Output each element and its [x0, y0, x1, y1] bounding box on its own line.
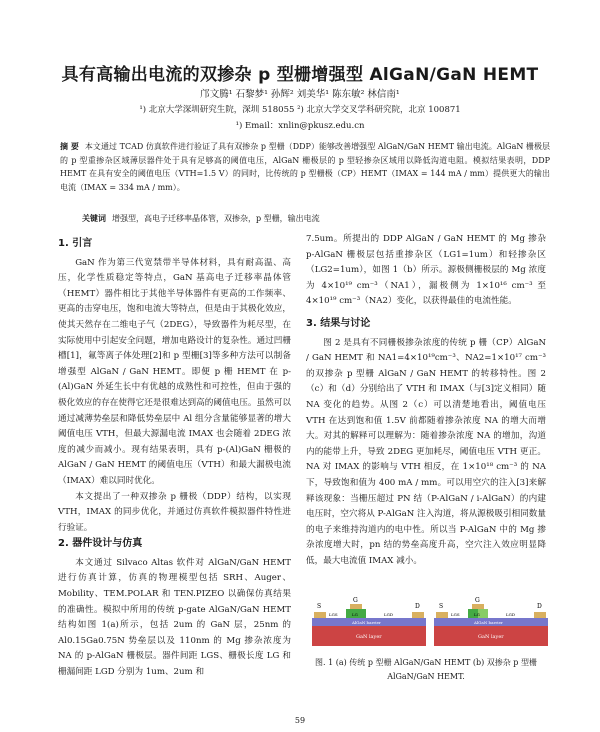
page-number: 59	[294, 716, 306, 725]
gate-contact-a	[350, 604, 362, 609]
abstract-text: 本文通过 TCAD 仿真软件进行验证了具有双掺杂 p 型栅（DDP）能够改善增强型 AlGaN/GaN HEMT 输出电流。AlGaN 栅极层的 p 型重掺杂区域薄层器件处于具有足够高的阈值电压，AlGaN 栅极层的 p 型轻掺杂区域用以降低沟道电阻。模拟结果表明，DDP HEMT 在具有安全的阈值电压（VTH=1.5 V）的同时，比传统的 p 型栅极（CP）HEMT（IMAX = 144 mA / mm）提供更大的输出电流（IMAX = 334 mA / mm）。	[60, 142, 550, 192]
section-3-paragraph-1: 图 2 是具有不同栅极掺杂浓度的传统 p 栅（CP）AlGaN / GaN HEMT 和 NA1=4×10¹⁹cm⁻³、NA2=1×10¹⁷ cm⁻³ 的双掺杂 p 型栅 AlGaN / GaN HEMT 的转移特性。图 2（c）和（d）分别给出了 VTH 和 IMAX（与[3]定义相同）随 NA 变化的趋势。从图 2（c）可以清楚地看出，阈值电压 VTH 在达到饱和值 1.5V 前都随着掺杂浓度 NA 的增大而增大。对其的解释可以理解为：随着掺杂浓度 NA 的增加，沟道内的能带上升，导致 2DEG 更加耗尽，阈值电压 VTH 更正。NA 对 IMAX 的影响与 VTH 相反，在 1×10¹⁸ cm⁻³ 的 NA 下，导致饱和值为 400 mA / mm。可以用空穴的注入[3]来解释该现象：当栅压超过 PN 结（P-AlGaN / i-AlGaN）的内建电压时，空穴将从 P-AlGaN 注入沟道，将从源极吸引相同数量的电子来维持沟道内的电中性。所以当 P-AlGaN 中的 Mg 掺杂浓度增大时，pn 结的势垒高度升高，空穴注入效应明显降低，最大电流值 IMAX 减小。	[306, 337, 546, 566]
device-structure-figure	[312, 596, 548, 648]
keywords-label: 关键词	[82, 214, 106, 223]
figure-panel-a	[312, 597, 426, 646]
section-2-heading: 2. 器件设计与仿真	[58, 538, 143, 550]
left-column	[58, 236, 291, 681]
section-1-paragraph-2: 本文提出了一种双掺杂 p 栅极（DDP）结构，以实现 VTH，IMAX 的同步优化，并通过仿真软件模拟器件特性进行验证。	[58, 491, 291, 533]
affiliations: ¹) 北京大学深圳研究生院，深圳 518055 ²) 北京大学交叉学科研究院，北京 100871	[139, 105, 461, 115]
section-1-heading: 1. 引言	[58, 238, 93, 249]
gate-contact-b	[472, 604, 484, 609]
paper-title: 具有高输出电流的双掺杂 p 型栅增强型 AlGaN/GaN HEMT	[61, 65, 539, 85]
algan-label-b: AlGaN barrier	[474, 620, 503, 625]
source-contact-a	[314, 612, 326, 618]
authors: 邝文腾¹ 石黎梦¹ 孙辉² 刘美华¹ 陈东敏² 林信南¹	[200, 89, 400, 100]
lg-label-b: LG	[474, 612, 480, 617]
keywords-text: 增强型，高电子迁移率晶体管，双掺杂，p 型栅，输出电流	[112, 214, 320, 223]
source-label-a: S	[317, 603, 322, 610]
gate-label-a: G	[353, 597, 358, 604]
drain-contact-a	[412, 612, 424, 618]
figure-panel-b	[434, 597, 548, 646]
abstract-label: 摘 要	[60, 142, 79, 151]
drain-label-b: D	[537, 603, 542, 610]
lgd-label-a: LGD	[384, 612, 394, 617]
figure-caption: 图. 1 (a) 传统 p 型栅 AlGaN/GaN HEMT (b) 双掺杂 p 型栅 AlGaN/GaN HEMT.	[315, 658, 537, 681]
section-3-heading: 3. 结果与讨论	[306, 317, 371, 329]
gan-label-a: GaN layer	[356, 634, 382, 640]
lgd-label-b: LGD	[506, 612, 516, 617]
right-column	[306, 232, 546, 569]
abstract	[60, 140, 550, 194]
section-2-paragraph-1: 本文通过 Silvaco Altas 软件对 AlGaN/GaN HEMT 进行仿真计算，仿真的物理模型包括 SRH、Auger、Mobility、TEM.POLAR 和 TEN.PIZEO 以确保仿真结果的准确性。模拟中所用的传统 p-gate AlGaN/GaN HEMT 结构如图 1(a)所示，包括 2um 的 GaN 层，25nm 的 Al0.15Ga0.75N 势垒层以及 110nm 的 Mg 掺杂浓度为 NA 的 p-AlGaN 栅极层。器件间距 LGS、栅极长度 LG 和栅漏间距 LGD 分别为 1um、2um 和	[58, 557, 291, 678]
gate-label-b: G	[475, 597, 480, 604]
drain-contact-b	[534, 612, 546, 618]
section-1-paragraph-1: GaN 作为第三代宽禁带半导体材料，具有耐高温、高压，化学性质稳定等特点，GaN 基高电子迁移率晶体管（HEMT）器件相比于其他半导体器件有更高的工作频率、更高的击穿电压，饱和电流大等特点，但是由于其极化效应，使其天然存在二维电子气（2DEG），导致器件为耗尽型，在实际使用中引起安全问题，增加电路设计的复杂性。通过凹栅槽[1]，氟等离子体处理[2]和 p 型栅[3]等多种方法可以制备增强型 AlGaN / GaN HEMT。即便 p 栅 HEMT 在 p-(Al)GaN 外延生长中有优越的成熟性和可控性，但由于强的极化效应的存在使得它还是很难达到高的阈值电压。虽然可以通过减薄势垒层和降低势垒层中 Al 组分含量能够显著的增大阈值电压 VTH，但最大源漏电流 IMAX 也会随着 2DEG 浓度的减少而减小。现有结果表明，具有 p-(Al)GaN 栅极的 AlGaN / GaN HEMT 的阈值电压（VTH）和最大漏极电流（IMAX）难以同时优化。	[58, 257, 291, 486]
algan-label-a: AlGaN barrier	[352, 620, 381, 625]
gan-label-b: GaN layer	[478, 634, 504, 640]
author-email: ¹) Email：xnlin@pkusz.edu.cn	[235, 121, 365, 131]
source-contact-b	[436, 612, 448, 618]
section-2-continuation: 7.5um。所提出的 DDP AlGaN / GaN HEMT 的 Mg 掺杂 p-AlGaN 栅极层包括重掺杂区（LG1=1um）和轻掺杂区（LG2=1um），如图 1（b）所示。源极侧栅极层的 Mg 浓度为 4×10¹⁹ cm⁻³（NA1），漏极侧为 1×10¹⁶ cm⁻³ 至 4×10¹⁹ cm⁻³（NA2）变化，以获得最佳的电流性能。	[306, 234, 546, 307]
lgs-label-a: LGS	[329, 612, 338, 617]
source-label-b: S	[439, 603, 444, 610]
lgs-label-b: LGS	[451, 612, 460, 617]
lg-label-a: LG	[352, 612, 358, 617]
drain-label-a: D	[415, 603, 420, 610]
keywords	[82, 213, 552, 224]
